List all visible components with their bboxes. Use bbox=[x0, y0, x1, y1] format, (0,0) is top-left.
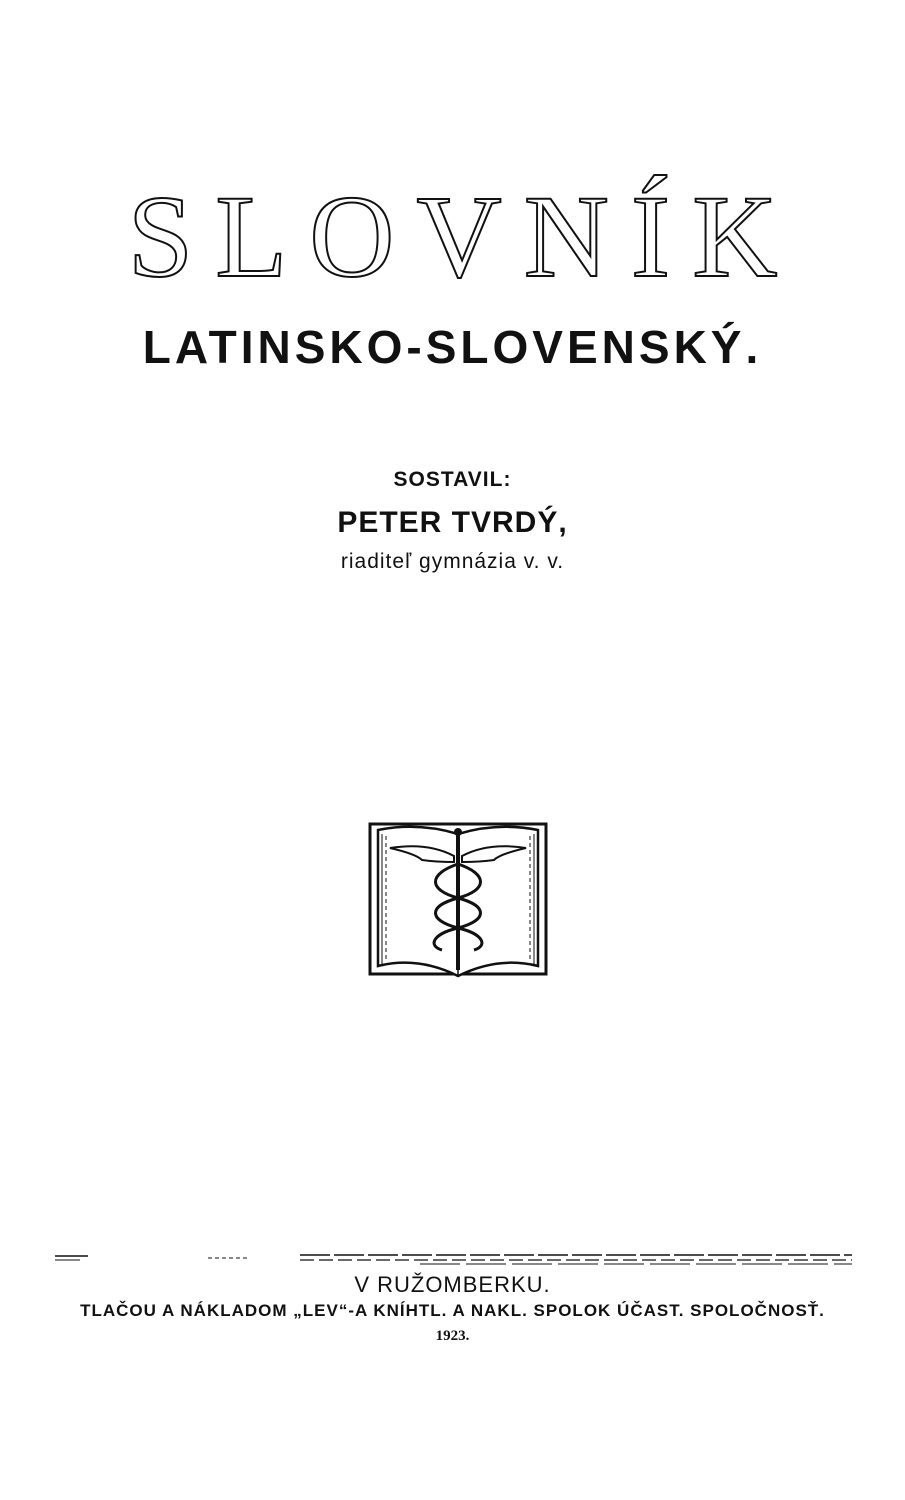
imprint-place: V RUŽOMBERKU. bbox=[354, 1272, 551, 1297]
author-name: PETER TVRDÝ, bbox=[337, 506, 568, 539]
book-title: SLOVNÍK bbox=[127, 171, 800, 302]
author-role: riaditeľ gymnázia v. v. bbox=[340, 550, 565, 573]
book-caduceus-emblem-icon bbox=[368, 820, 548, 980]
book-subtitle: LATINSKO-SLOVENSKÝ. bbox=[142, 321, 763, 373]
divider-rules bbox=[0, 1250, 905, 1272]
compiled-by-label: SOSTAVIL: bbox=[393, 468, 512, 491]
imprint-year: 1923. bbox=[435, 1328, 470, 1344]
imprint-printer: TLAČOU A NÁKLADOM „LEV“-A KNÍHTL. A NAKL. SPOLOK ÚČAST. SPOLOČNOSŤ. bbox=[80, 1301, 825, 1320]
